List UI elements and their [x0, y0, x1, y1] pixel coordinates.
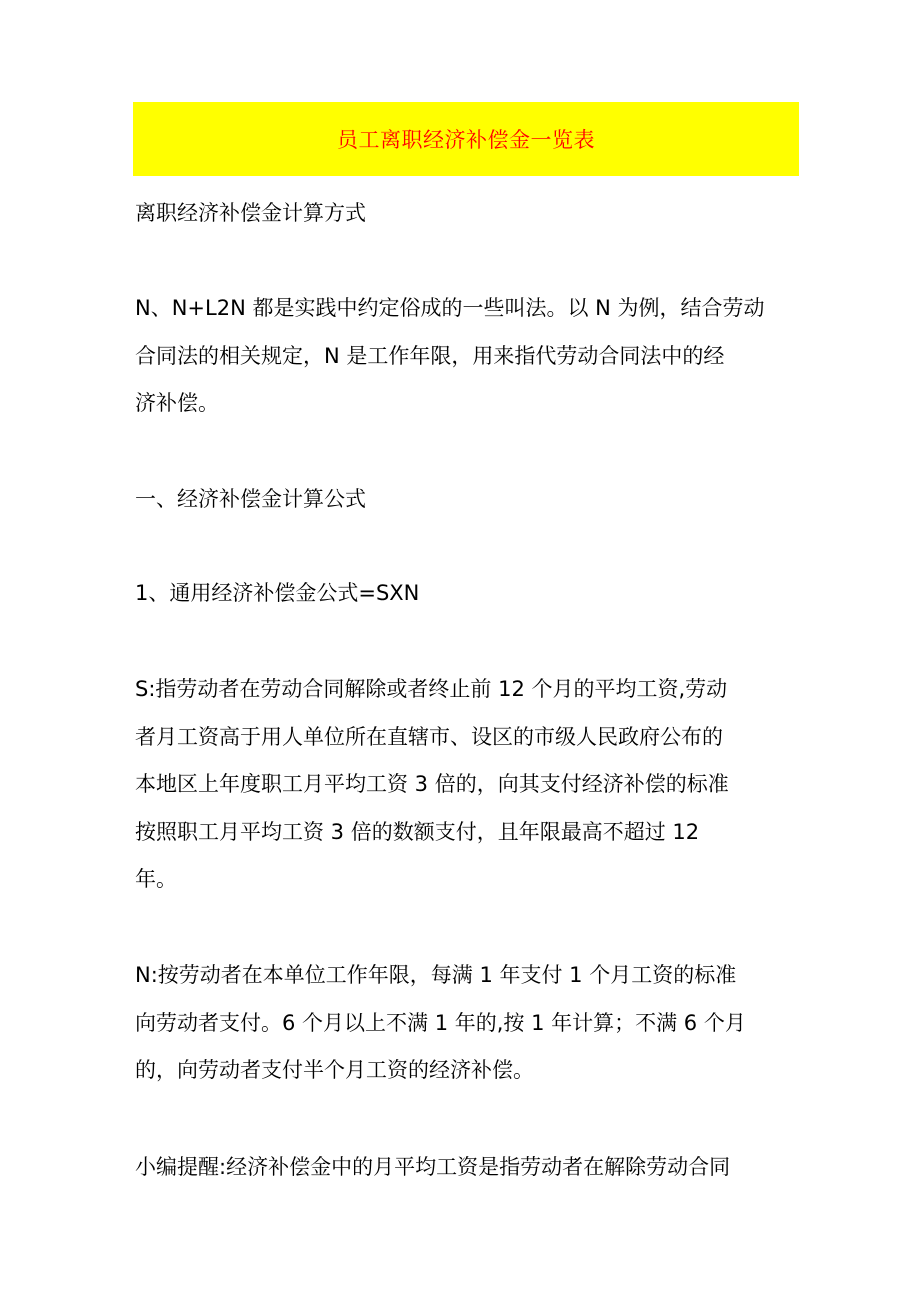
- s-definition-paragraph: [135, 666, 805, 904]
- paragraph-line: S:指劳动者在劳动合同解除或者终止前 12 个月的平均工资,劳动: [135, 677, 728, 701]
- document-title: 员工离职经济补偿金一览表: [337, 128, 595, 152]
- paragraph-line: 本地区上年度职工月平均工资 3 倍的，向其支付经济补偿的标准: [135, 772, 729, 796]
- paragraph-line: 向劳动者支付。6 个月以上不满 1 年的,按 1 年计算；不满 6 个月: [135, 1010, 746, 1035]
- title-banner: [133, 102, 799, 176]
- paragraph-line: 按照职工月平均工资 3 倍的数额支付，且年限最高不超过 12: [135, 819, 700, 844]
- paragraph-line: N:按劳动者在本单位工作年限，每满 1 年支付 1 个月工资的标准: [135, 963, 737, 987]
- reminder-paragraph: [135, 1144, 805, 1192]
- paragraph-line: 小编提醒:经济补偿金中的月平均工资是指劳动者在解除劳动合同: [135, 1155, 731, 1179]
- intro-paragraph: [135, 285, 805, 428]
- section-heading-text: 离职经济补偿金计算方式: [135, 201, 366, 225]
- heading-formula: [135, 476, 805, 524]
- paragraph-line: 者月工资高于用人单位所在直辖市、设区的市级人民政府公布的: [135, 724, 723, 749]
- formula-line: [135, 570, 805, 618]
- heading-formula-text: 一、经济补偿金计算公式: [135, 487, 366, 511]
- paragraph-line: 济补偿。: [135, 391, 219, 415]
- paragraph-line: 合同法的相关规定，N 是工作年限，用来指代劳动合同法中的经: [135, 343, 725, 368]
- paragraph-line: N、N+L2N 都是实践中约定俗成的一些叫法。以 N 为例，结合劳动: [135, 296, 765, 320]
- paragraph-line: 的，向劳动者支付半个月工资的经济补偿。: [135, 1058, 534, 1082]
- n-definition-paragraph: [135, 952, 805, 1095]
- formula-text: 1、通用经济补偿金公式=SXN: [135, 581, 420, 605]
- paragraph-line: 年。: [135, 867, 177, 891]
- section-heading: [135, 190, 805, 238]
